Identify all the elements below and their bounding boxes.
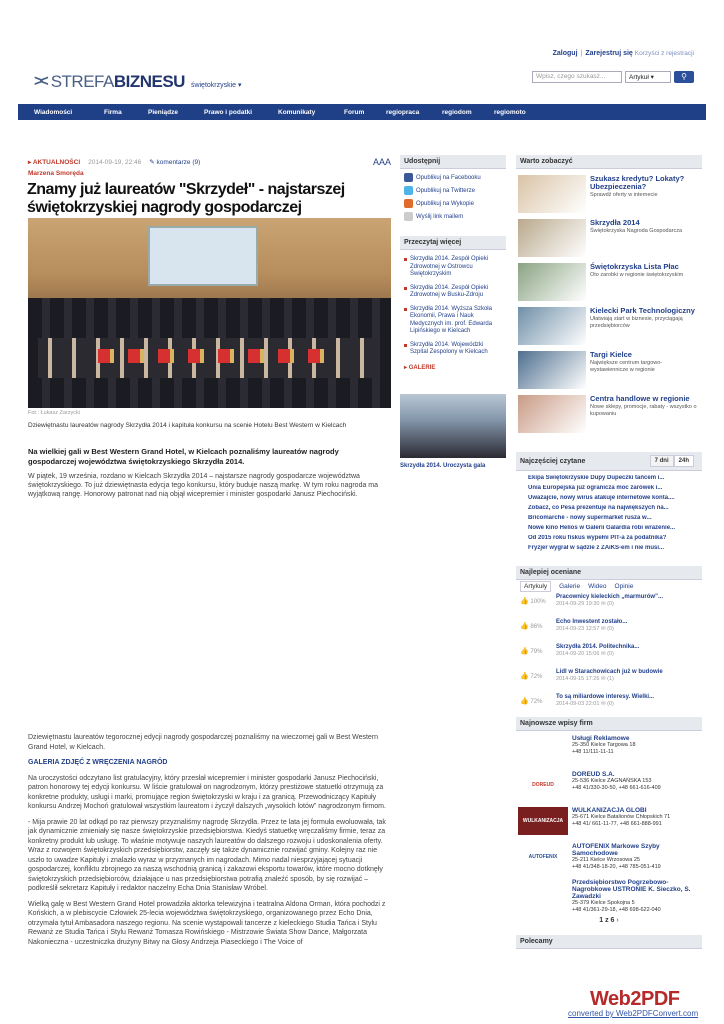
company-address: 25-211 Kielce Wrzosowa 25 +48 41/348-18-20, +48 785-051-419	[572, 857, 661, 870]
thumb-up-icon: 👍	[520, 623, 529, 630]
company-logo[interactable]: DOREUD	[532, 782, 554, 788]
company-logo[interactable]	[518, 879, 568, 907]
company-address: 25-536 Kielce ZAGNAŃSKA 153 +48 41/330-30-50, +48 661-616-409	[572, 778, 661, 791]
company-address: 25-671 Kielce Batalionów Chłopskich 71 +48 41/ 661-11-77, +48 661-888-991	[572, 814, 671, 827]
gallery-caption[interactable]: Skrzydła 2014. Uroczysta gala	[400, 463, 486, 469]
warto-zobaczyc-box	[516, 155, 702, 433]
best-rated-title: Najlepiej oceniane	[516, 566, 702, 580]
read-more-box	[400, 236, 506, 371]
article-paragraph: Na uroczystości odczytano list gratulacyjny, który przesłał wicepremier i minister gospodarki Janusz Piechociński, patron honorowy tej edycji konkursu. W liście gratulował on nagrodzonym, którzy prestiżowe statuetki otrzymują za konkretne produkty, usługi i marki, promujące region świętokrzyski w kraju i za granicą. Przewodniczący Kapituły konkursu Andrzej Mochoń gratulował wszystkim laureatom i życzył dalszych „wysokich lotów” nagrodzonym firmom.	[28, 774, 386, 810]
share-box	[400, 155, 506, 225]
gallery-thumbnail[interactable]	[400, 394, 506, 458]
photo-caption: Dziewiętnastu laureatów nagrody Skrzydła 2014 i kapituła konkursu na scenie Hotelu Best Western w Kielcach	[28, 422, 347, 429]
article-author[interactable]: Marzena Smoręda	[28, 170, 84, 177]
warto-thumbnail[interactable]	[518, 175, 586, 213]
logo-text-bold: BIZNESU	[113, 72, 185, 91]
nav-item-3[interactable]: Prawo i podatki	[204, 108, 253, 116]
read-more-link[interactable]: Skrzydła 2014. Zespół Opieki Zdrowotnej w Busku-Zdroju	[410, 285, 502, 300]
nav-item-8[interactable]: regiomoto	[494, 108, 526, 116]
best-rated-meta: 2014-09-20 15:06 ✉ (0)	[556, 651, 614, 657]
most-read-box	[516, 452, 702, 551]
article-paragraph: W piątek, 19 września, rozdano w Kielcach Skrzydła 2014 – najstarsze nagrody gospodarcze województwa świętokrzyskiego. To już dziewiętnasta edycja tego konkursu, który buduje naszą markę. W tym roku nagroda ma wyjątkową rangę. Honorowy patronat nad nią objął wicepremier i minister gospodarki Janusz Piechociński.	[28, 473, 379, 498]
warto-title: Warto zobaczyć	[516, 155, 702, 169]
nav-item-1[interactable]: Firma	[104, 108, 122, 116]
most-read-item[interactable]: Od 2015 roku fiskus wypełni PIT-a za podatnika?	[528, 535, 698, 541]
warto-item[interactable]	[518, 219, 700, 257]
web2pdf-link[interactable]: converted by Web2PDFConvert.com	[568, 1009, 699, 1018]
main-nav	[18, 104, 706, 120]
best-rated-box	[516, 566, 702, 715]
best-rated-tab[interactable]: Wideo	[588, 583, 607, 590]
search-bar	[532, 71, 694, 83]
comments-link[interactable]: ✎ komentarze (9)	[149, 159, 201, 166]
warto-item[interactable]	[518, 175, 700, 213]
region-select[interactable]: świętokrzyskie ▾	[190, 82, 242, 89]
best-rated-meta: 2014-09-03 22:01 ✉ (0)	[556, 701, 614, 707]
nav-item-5[interactable]: Forum	[344, 108, 365, 116]
best-rated-title-link[interactable]: Pracownicy kieleckich „marmurów”...	[556, 594, 664, 600]
polecamy-title: Polecamy	[516, 935, 702, 949]
best-rated-title-link[interactable]: Echo Inwestent zostało...	[556, 619, 628, 625]
article-lead: Na wielkiej gali w Best Western Grand Hotel, w Kielcach poznaliśmy laureatów nagrody gospodarczej województwa świętokrzyskiego Skrzydła 2014.	[28, 447, 339, 466]
company-logo[interactable]: AUTOFENIX	[528, 854, 558, 860]
facebook-icon	[404, 173, 413, 182]
warto-thumbnail[interactable]	[518, 263, 586, 301]
twitter-icon	[404, 186, 413, 195]
warto-item[interactable]	[518, 307, 700, 345]
company-name[interactable]: DOREUD S.A.	[572, 771, 615, 778]
best-rated-meta: 2014-09-15 17:26 ✉ (1)	[556, 676, 614, 682]
company-name[interactable]: Przedsiębiorstwo Pogrzebowo-Nagrobkowe USTRONIE K. Sieczko, S. Zawadzki	[572, 879, 691, 900]
category-link[interactable]: ▸ AKTUALNOŚCI	[28, 159, 81, 166]
wykop-icon	[404, 199, 413, 208]
nav-item-7[interactable]: regiodom	[442, 108, 472, 116]
warto-thumbnail[interactable]	[518, 395, 586, 433]
best-rated-title-link[interactable]: Skrzydła 2014. Politechnika...	[556, 644, 640, 650]
article-paragraph: Dziewiętnastu laureatów tegorocznej edycji nagrody gospodarczej poznaliśmy na wieczornej gali w Best Western Grand Hotel, w Kielcach.	[28, 734, 379, 751]
warto-item-title[interactable]: Świętokrzyska Lista Płac	[590, 262, 679, 271]
warto-item-desc: Świętokrzyska Nagroda Gospodarcza	[590, 228, 683, 234]
company-entry[interactable]	[518, 735, 700, 767]
article-paragraph: - Mija prawie 20 lat odkąd po raz pierwszy przyznaliśmy nagrodę Skrzydła. Przez te lata jej formuła ewoluowała, tak jak dynamicznie zmieniały się nasze świętokrzyskie przedsiębiorstwa. Kiedyś statuetkę wręczaliśmy firmie, teraz za konkretny produkt lub usługę. To właśnie motywuje naszych laureatów do dalszego rozwoju i udoskonalenia oferty. Wraz z rozwojem świętokrzyskich przedsiębiorstw, zaczęły się także dynamicznie rozwijać gminy. Kolejny raz nie uszło to uwadze Kapituły i znalazło wyraz w przyznanych im nagrodach. Mimo nadal niesprzyjającej sytuacji gospodarczej, konfliktu zbrojnego za naszą wschodnią granicą i zakazowi eksportu towarów, które mocno dotknęły świętokrzyskich przedsiębiorców, działające u nas przedsiębiorstwa potrafią znaleźć sposób, by się rozwijać – podkreślił sekretarz Kapituły i redaktor naczelny Echa Dnia Stanisław Wróbel.	[28, 818, 386, 892]
best-rated-meta: 2014-09-29 19:30 ✉ (0)	[556, 601, 614, 607]
read-more-link[interactable]: Skrzydła 2014. Wyższa Szkoła Ekonomii, Prawa i Nauk Medycznych im. prof. Edwarda Lipińskiego w Kielcach	[410, 306, 502, 336]
web2pdf-logo: Web2PDF	[590, 988, 680, 1010]
share-facebook[interactable]: Opublikuj na Facebooku	[404, 173, 502, 182]
share-title: Udostępnij	[400, 155, 506, 169]
most-read-item[interactable]: Zobacz, co Pesa prezentuje na największych na...	[528, 505, 698, 511]
best-rated-tab[interactable]: Galerie	[559, 583, 581, 590]
tab-7-days[interactable]: 7 dni	[650, 455, 674, 467]
warto-item-desc: Sprawdź oferty w internecie	[590, 192, 658, 198]
mail-icon	[404, 212, 413, 221]
tab-24h[interactable]: 24h	[674, 455, 694, 467]
read-more-link[interactable]: Skrzydła 2014. Wojewódzki Szpital Zespolony w Kielcach	[410, 342, 502, 357]
rating-percent: 👍 79%	[520, 648, 543, 655]
best-rated-title-link[interactable]: To są miliardowe interesy. Wielki...	[556, 694, 655, 700]
company-address: 25-379 Kielce Spokojna 5 +48 41/361-29-18, +48 698-622-040	[572, 900, 661, 913]
most-read-item[interactable]: Bricomarché - nowy supermarket rusza w...	[528, 515, 698, 521]
search-button[interactable]	[674, 71, 694, 83]
warto-item-desc: Oto zarobki w regionie świętokrzyskim	[590, 272, 684, 278]
most-read-item[interactable]: Unia Europejska już ogranicza moc żarówek i...	[528, 485, 698, 491]
warto-item[interactable]	[518, 395, 700, 433]
most-read-title: Najczęściej czytane	[520, 457, 586, 465]
warto-item-title[interactable]: Szukasz kredytu? Lokaty? Ubezpieczenia?	[590, 174, 685, 191]
share-email[interactable]: Wyślij link mailem	[404, 212, 502, 221]
warto-item-desc: Ułatwiają start w biznesie, przyciągają przedsiębiorców	[590, 316, 683, 329]
thumb-up-icon: 👍	[520, 648, 529, 655]
article-body	[28, 733, 393, 953]
benefits-link[interactable]: Korzyści z rejestracji	[634, 50, 694, 57]
thumb-up-icon: 👍	[520, 673, 529, 680]
most-read-item[interactable]: Fryzjer wygrał w sądzie z ZAiKS-em i nie musi...	[528, 545, 698, 551]
nav-item-6[interactable]: regiopraca	[386, 108, 420, 116]
warto-item-title[interactable]: Targi Kielce	[590, 350, 632, 359]
best-rated-tab[interactable]: Artykuły	[520, 581, 551, 592]
nav-item-2[interactable]: Pieniądze	[148, 108, 178, 116]
company-name[interactable]: WULKANIZACJA GLOBI	[572, 807, 647, 814]
login-link[interactable]: Zaloguj	[552, 50, 578, 57]
newest-title: Najnowsze wpisy firm	[516, 717, 702, 731]
warto-item[interactable]	[518, 351, 700, 389]
best-rated-tab[interactable]: Opinie	[614, 583, 634, 590]
nav-item-0[interactable]: Wiadomości	[34, 108, 73, 116]
best-rated-item[interactable]	[520, 669, 698, 690]
gallery-header[interactable]: ▸ GALERIE	[404, 364, 436, 371]
most-read-item[interactable]: Uważajcie, nowy wirus atakuje internetowe konta....	[528, 495, 698, 501]
photo-credit: Fot.: Łukasz Zarzycki	[28, 410, 80, 416]
best-rated-title-link[interactable]: Lidl w Starachowicach już w budowie	[556, 669, 663, 675]
font-size-switcher[interactable]: AAA	[372, 157, 391, 167]
best-rated-item[interactable]	[520, 619, 698, 640]
warto-item-title[interactable]: Skrzydła 2014	[590, 218, 640, 227]
company-logo[interactable]: WULKANIZACJA	[518, 807, 568, 835]
company-entry[interactable]	[518, 843, 700, 875]
search-input[interactable]: Wpisz, czego szukasz...	[532, 71, 622, 83]
best-rated-meta: 2014-09-23 12:57 ✉ (0)	[556, 626, 614, 632]
nav-item-4[interactable]: Komunikaty	[278, 108, 316, 116]
article-title: Znamy już laureatów "Skrzydeł" - najstarszej świętokrzyskiej nagrody gospodarczej	[27, 181, 345, 216]
thumb-up-icon: 👍	[520, 698, 529, 705]
company-name[interactable]: AUTOFENIX Markowe Szyby Samochodowe	[572, 843, 660, 857]
register-link[interactable]: Zarejestruj się	[585, 50, 633, 57]
most-read-item[interactable]: Nowe kino Helios w Galerii Galardia robi wrażenie...	[528, 525, 698, 531]
top-links: Zaloguj | Zarejestruj się Korzyści z rejestracji	[552, 50, 694, 57]
warto-item-title[interactable]: Kielecki Park Technologiczny	[590, 306, 695, 315]
warto-thumbnail[interactable]	[518, 351, 586, 389]
warto-thumbnail[interactable]	[518, 307, 586, 345]
logo-arrows-icon: ><	[34, 73, 45, 90]
warto-item[interactable]	[518, 263, 700, 301]
best-rated-item[interactable]	[520, 644, 698, 665]
warto-item-desc: Największe centrum targowo-wystawiennicze w regionie	[590, 360, 663, 373]
next-icon: ›	[616, 917, 619, 924]
logo-text-light: STREFA	[50, 72, 114, 91]
best-rated-item[interactable]	[520, 694, 698, 715]
warto-item-title[interactable]: Centra handlowe w regionie	[590, 394, 690, 403]
best-rated-item[interactable]	[520, 594, 698, 615]
company-address: 25-350 Kielce Targowa 18 +48 11/111-11-11	[572, 742, 636, 755]
thumb-up-icon: 👍	[520, 598, 529, 605]
search-icon: ⚲	[681, 72, 687, 81]
logo[interactable]	[34, 72, 242, 92]
pager[interactable]: 1 z 6 ›	[599, 917, 619, 924]
share-wykop[interactable]: Opublikuj na Wykopie	[404, 199, 502, 208]
article-meta	[28, 157, 391, 167]
gallery-link[interactable]: GALERIA ZDJĘĆ Z WRĘCZENIA NAGRÓD	[28, 759, 168, 766]
newest-companies-box	[516, 717, 702, 924]
company-entry[interactable]	[518, 879, 700, 911]
rating-percent: 👍 72%	[520, 698, 543, 705]
share-twitter[interactable]: Opublikuj na Twitterze	[404, 186, 502, 195]
rating-percent: 👍 86%	[520, 623, 543, 630]
rating-percent: 👍 72%	[520, 673, 543, 680]
company-logo[interactable]	[518, 735, 568, 763]
company-name[interactable]: Usługi Reklamowe	[572, 735, 630, 742]
read-more-link[interactable]: Skrzydła 2014. Zespół Opieki Zdrowotnej w Ostrowcu Świętokrzyskim	[410, 256, 502, 279]
comment-icon: ✎	[149, 159, 155, 166]
most-read-item[interactable]: Ekipa Świętokrzyskie Dupy Dupeczki tańcem i...	[528, 475, 698, 481]
article-date: 2014-09-19, 22:46	[88, 158, 142, 166]
polecamy-box	[516, 935, 702, 949]
search-scope-select[interactable]: Artykuł ▾	[625, 71, 671, 83]
warto-thumbnail[interactable]	[518, 219, 586, 257]
warto-item-desc: Nowe sklepy, promocje, rabaty - wszystko o kupowaniu	[590, 404, 697, 417]
read-more-title: Przeczytaj więcej	[400, 236, 506, 250]
rating-percent: 👍 100%	[520, 598, 546, 605]
article-photo[interactable]	[28, 218, 391, 408]
article-paragraph: Wielką galę w Best Western Grand Hotel prowadziła aktorka telewizyjna i teatralna Aldona Orman, która pochodzi z Końskich, a w plebiscycie Człowiek 25-lecia województwa świętokrzyskiego, organizowanego przez Echo Dnia, otrzymała tytuł Ambasadora naszego regionu. Na scenie wystąpowali tancerze z kieleckiego Studia Tańca i Stylu Rewanż ze Studia Tańca i Stylu Rewanż Tomasza Rowińskiego - Mistrzowie Świata Show Dance, Małgorzata Nakonieczna - uczestniczka drużyny Bitwy na Głosy Andrzeja Piaseckiego i The Voice of	[28, 900, 386, 946]
company-entry[interactable]	[518, 807, 700, 839]
company-entry[interactable]	[518, 771, 700, 803]
